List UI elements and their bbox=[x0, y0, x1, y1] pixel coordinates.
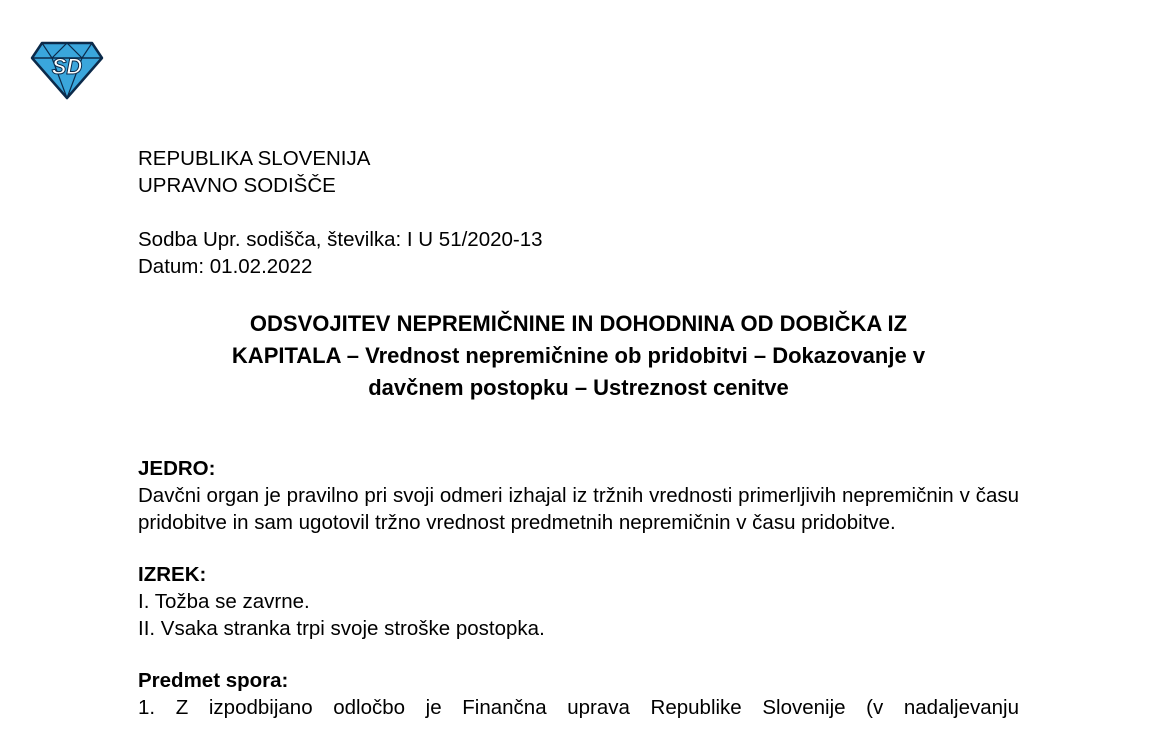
country-name: REPUBLIKA SLOVENIJA bbox=[138, 147, 371, 170]
logo bbox=[30, 40, 104, 100]
jedro-heading: JEDRO: bbox=[138, 457, 216, 480]
document-title bbox=[138, 308, 1019, 404]
title-line-2: KAPITALA – Vrednost nepremičnine ob pridobitvi – Dokazovanje v bbox=[231, 343, 926, 368]
case-meta bbox=[138, 226, 1019, 280]
logo-text: SD bbox=[51, 54, 83, 79]
predmet-section bbox=[138, 667, 1019, 721]
izrek-section bbox=[138, 561, 1019, 642]
title-line-3: davčnem postopku – Ustreznost cenitve bbox=[368, 375, 789, 400]
jedro-section bbox=[138, 455, 1019, 536]
judgment-date: Datum: 01.02.2022 bbox=[138, 255, 313, 278]
diamond-logo-icon bbox=[30, 40, 104, 100]
izrek-item-1: I. Tožba se zavrne. bbox=[138, 590, 310, 613]
jedro-text: Davčni organ je pravilno pri svoji odmeri izhajal iz tržnih vrednosti primerljivih nepremičnin v času pridobitve in sam ugotovil tržno vrednost predmetnih nepremičnin v času pridobitve. bbox=[138, 484, 1019, 534]
court-name: UPRAVNO SODIŠČE bbox=[138, 174, 336, 197]
document-page bbox=[138, 145, 1019, 721]
predmet-heading: Predmet spora: bbox=[138, 669, 289, 692]
izrek-item-2: II. Vsaka stranka trpi svoje stroške postopka. bbox=[138, 617, 545, 640]
case-number: Sodba Upr. sodišča, številka: I U 51/2020-13 bbox=[138, 228, 543, 251]
court-header bbox=[138, 145, 1019, 199]
title-line-1: ODSVOJITEV NEPREMIČNINE IN DOHODNINA OD DOBIČKA IZ bbox=[249, 311, 908, 336]
izrek-heading: IZREK: bbox=[138, 563, 207, 586]
predmet-text: 1. Z izpodbijano odločbo je Finančna uprava Republike Slovenije (v nadaljevanju bbox=[138, 696, 1019, 719]
